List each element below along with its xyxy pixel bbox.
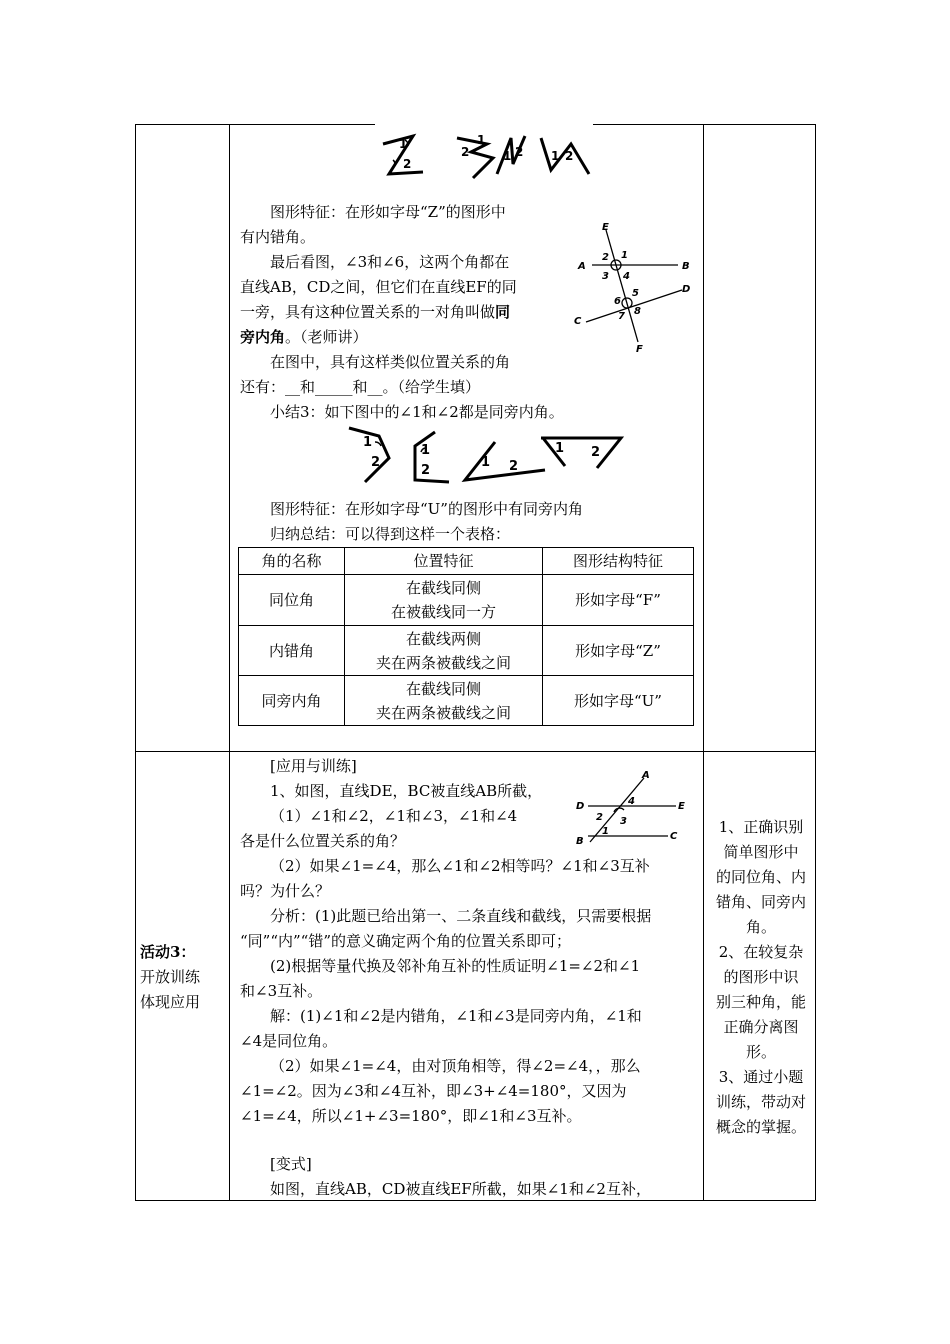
para-last-line3 xyxy=(240,300,562,324)
fig-label: B xyxy=(576,836,584,847)
u-fig-label: 1 xyxy=(421,443,431,458)
q2-line1: （2）如果∠1=∠4，那么∠1和∠2相等吗？∠1和∠3互补 xyxy=(270,857,650,875)
fig-label: 6 xyxy=(614,296,621,307)
para-last-line2: 直线AB，CD之间，但它们在直线EF的同 xyxy=(240,278,517,296)
table-cell: 同位角 xyxy=(239,575,345,626)
frame-col2 xyxy=(703,124,704,1201)
goal-line: 简单图形中 xyxy=(723,843,799,861)
frame-top-left xyxy=(135,124,375,125)
summary3: 小结3：如下图中的∠1和∠2都是同旁内角。 xyxy=(270,403,564,421)
z-fig-label: 1 xyxy=(503,149,512,163)
cell-line: 在被截线同一方 xyxy=(390,603,496,621)
fig-label: D xyxy=(576,801,585,812)
section2-heading: [应用与训练] xyxy=(270,757,357,775)
z-fig-label: 2 xyxy=(403,157,412,171)
goal-line: 概念的掌握。 xyxy=(715,1118,806,1136)
q1-line2: （1）∠1和∠2，∠1和∠3，∠1和∠4 xyxy=(270,807,518,825)
u-fig-label: 2 xyxy=(371,455,381,470)
fig-label: A xyxy=(642,770,650,781)
activity-title: 活动3： xyxy=(140,943,196,961)
solution-line4: ∠1=∠2。因为∠3和∠4互补，即∠3+∠4=180°，又因为 xyxy=(240,1082,627,1100)
analysis-line4: 和∠3互补。 xyxy=(240,982,323,1000)
fig-label: 1 xyxy=(621,250,628,261)
u-fig-label: 1 xyxy=(363,435,373,450)
table-row xyxy=(239,575,694,626)
z-fig-label: 1 xyxy=(477,133,486,147)
activity-label xyxy=(140,940,226,1015)
goal-line: 别三种角，能 xyxy=(715,993,806,1011)
variant-heading: [变式] xyxy=(270,1155,312,1173)
frame-col1 xyxy=(229,124,230,1201)
fig-label: B xyxy=(682,261,690,272)
fig-label: 3 xyxy=(602,271,609,282)
para-last-line1: 最后看图，∠3和∠6，这两个角都在 xyxy=(270,253,510,271)
frame-top-right xyxy=(593,124,815,125)
fig-label: 5 xyxy=(632,288,639,299)
solution-line1: 解：(1)∠1和∠2是内错角，∠1和∠3是同旁内角，∠1和 xyxy=(270,1007,642,1025)
goal-line: 3、通过小题 xyxy=(718,1068,804,1086)
transversal-figure xyxy=(572,220,700,354)
feature-z-line2: 有内错角。 xyxy=(240,228,316,246)
table-header-row xyxy=(239,548,694,575)
u-fig-label: 2 xyxy=(509,459,519,474)
goal-line: 的图形中识 xyxy=(723,968,799,986)
fig-label: 3 xyxy=(620,816,627,827)
solution-line3: （2）如果∠1=∠4，由对顶角相等，得∠2=∠4，，那么 xyxy=(270,1057,641,1075)
z-fig-label: 2 xyxy=(515,145,524,159)
fig-label: 4 xyxy=(628,796,635,807)
table-header: 图形结构特征 xyxy=(543,548,694,575)
table-cell: 形如字母“U” xyxy=(543,676,694,726)
frame-row-divider xyxy=(135,751,816,752)
table-row xyxy=(239,676,694,726)
para-last-line4 xyxy=(240,325,562,349)
fig-label: 8 xyxy=(634,306,641,317)
z-fig-label: 2 xyxy=(565,149,574,163)
table-header: 位置特征 xyxy=(345,548,543,575)
goal-line: 1、正确识别 xyxy=(718,818,804,836)
fig-label: C xyxy=(574,316,582,327)
para-text: 。（老师讲） xyxy=(285,328,368,346)
fig-label: 2 xyxy=(596,812,603,823)
u-fig-label: 2 xyxy=(591,445,601,460)
cell-line: 夹在两条被截线之间 xyxy=(375,703,511,722)
fig-label: C xyxy=(670,831,678,842)
cell-line: 在截线同侧 xyxy=(405,679,481,698)
conclusion: 归纳总结：可以得到这样一个表格： xyxy=(270,525,511,543)
fig-label: 7 xyxy=(618,311,625,322)
fig-label: 2 xyxy=(602,252,609,263)
q1-line3: 各是什么位置关系的角？ xyxy=(240,832,406,850)
activity-subtitle: 开放训练 xyxy=(140,968,201,986)
goal-line: 错角、同旁内 xyxy=(715,893,806,911)
cell-line: 在截线同侧 xyxy=(405,579,481,597)
learning-goals xyxy=(711,815,811,1140)
cell-line: 在截线两侧 xyxy=(405,629,481,648)
solution-line2: ∠4是同位角。 xyxy=(240,1032,338,1050)
angle-summary-table xyxy=(238,547,694,726)
feature-z-line1: 图形特征：在形如字母“Z”的图形中 xyxy=(270,203,506,221)
fig-label: D xyxy=(682,284,691,295)
table-cell xyxy=(345,676,543,726)
para-text: 一旁，具有这种位置关系的一对角叫做 xyxy=(240,303,496,321)
z-fig-label: 1 xyxy=(399,137,408,151)
u-fig-label: 2 xyxy=(421,463,431,478)
goal-line: 2、在较复杂 xyxy=(718,943,804,961)
variant-line1: 如图，直线AB，CD被直线EF所截，如果∠1和∠2互补， xyxy=(270,1180,651,1198)
table-cell xyxy=(345,575,543,626)
fig-label: F xyxy=(636,344,643,354)
q1-figure xyxy=(572,766,692,848)
table-row xyxy=(239,626,694,676)
cell-line: 夹在两条被截线之间 xyxy=(375,653,511,672)
para-similar-line1: 在图中，具有这样类似位置关系的角 xyxy=(270,353,511,371)
fig-label: 1 xyxy=(602,826,609,837)
goal-line: 的同位角、内 xyxy=(715,868,806,886)
u-shape-figures xyxy=(345,424,625,486)
table-cell: 内错角 xyxy=(239,626,345,676)
frame-right xyxy=(815,124,816,1201)
table-cell: 形如字母“Z” xyxy=(543,626,694,676)
analysis-line2: “同”“内”“错”的意义确定两个角的位置关系即可； xyxy=(240,932,572,950)
frame-left xyxy=(135,124,136,1201)
fig-label: E xyxy=(602,222,609,233)
term-bold: 同 xyxy=(495,303,511,321)
activity-subtitle: 体现应用 xyxy=(140,993,201,1011)
u-fig-label: 1 xyxy=(555,441,565,456)
table-cell: 同旁内角 xyxy=(239,676,345,726)
q1-line1: 1、如图，直线DE，BC被直线AB所截， xyxy=(270,782,543,800)
fig-label: 4 xyxy=(623,271,630,282)
table-cell: 形如字母“F” xyxy=(543,575,694,626)
table-cell xyxy=(345,626,543,676)
solution-line5: ∠1=∠4，所以∠1+∠3=180°，即∠1和∠3互补。 xyxy=(240,1107,582,1125)
q2-line2: 吗？为什么？ xyxy=(240,882,331,900)
fig-label: A xyxy=(578,261,586,272)
analysis-line1: 分析：(1)此题已给出第一、二条直线和截线，只需要根据 xyxy=(270,907,652,925)
para-similar-line2: 还有：__和_____和__。（给学生填） xyxy=(240,378,481,396)
goal-line: 角。 xyxy=(745,918,776,936)
z-fig-label: 1 xyxy=(551,149,560,163)
u-fig-label: 1 xyxy=(481,455,491,470)
term-bold: 旁内角 xyxy=(240,328,286,346)
table-header: 角的名称 xyxy=(239,548,345,575)
z-fig-label: 2 xyxy=(461,145,470,159)
fig-label: E xyxy=(678,801,685,812)
goal-line: 形。 xyxy=(745,1043,776,1061)
feature-u: 图形特征：在形如字母“U”的图形中有同旁内角 xyxy=(270,500,583,518)
goal-line: 正确分离图 xyxy=(723,1018,799,1036)
z-shape-figures xyxy=(375,126,593,182)
goal-line: 训练，带动对 xyxy=(715,1093,806,1111)
analysis-line3: (2)根据等量代换及邻补角互补的性质证明∠1=∠2和∠1 xyxy=(270,957,641,975)
